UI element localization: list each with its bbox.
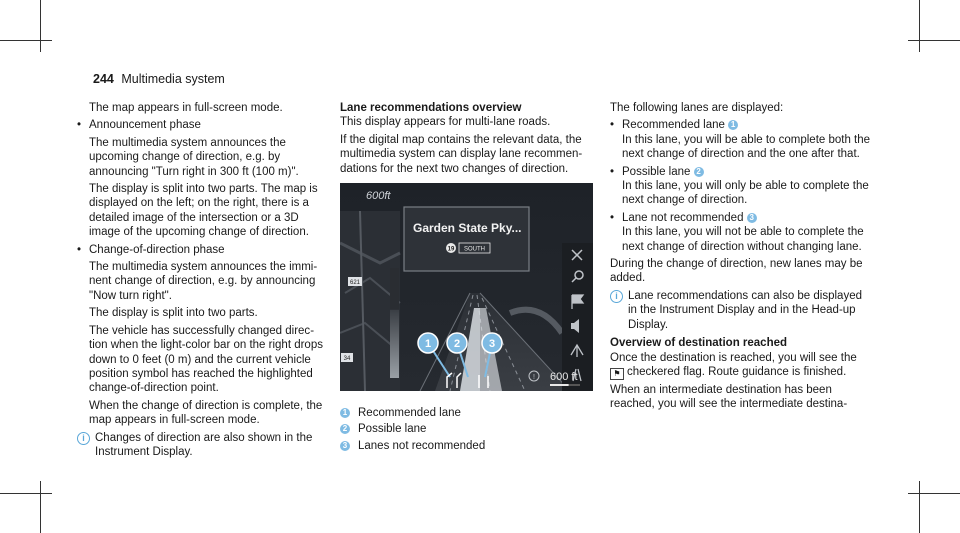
text-run: checkered flag. Route guidance is finished.	[627, 365, 847, 378]
note	[77, 431, 325, 460]
paragraph: In this lane, you will not be able to complete the next change of direction without changing lane.	[622, 226, 864, 253]
paragraph: If the digital map contains the relevant data, the multimedia system can display lane recommendations for the next two changes of direction.	[340, 133, 583, 175]
svg-text:1: 1	[424, 338, 432, 350]
crop-mark	[919, 0, 920, 52]
crop-mark	[908, 40, 960, 41]
side-menu	[562, 243, 593, 391]
paragraph: During the change of direction, new lanes may be added.	[610, 258, 863, 285]
section-heading: Overview of destination reached	[610, 337, 788, 350]
page-header	[93, 72, 225, 86]
route-direction: SOUTH	[464, 246, 485, 253]
paragraph: The display is split into two parts.	[89, 307, 258, 320]
map-label: 34	[343, 356, 351, 362]
legend-text: Recommended lane	[358, 407, 461, 419]
bullet-item: • Announcement phase	[77, 118, 325, 132]
callout-number: 3	[747, 213, 757, 223]
paragraph: The following lanes are displayed:	[610, 102, 784, 114]
section-title: Multimedia system	[121, 72, 225, 86]
info-icon: i	[77, 432, 90, 445]
legend-item	[340, 406, 596, 420]
legend-text: Lanes not recommended	[358, 439, 486, 452]
checkered-flag-icon: ⚑	[610, 368, 624, 380]
distance-bar-fill	[390, 310, 399, 378]
text-run: Once the destination is reached, you will see the	[610, 351, 857, 364]
paragraph: This display appears for multi-lane roads.	[340, 116, 551, 129]
paragraph: The multimedia system announces the upcoming change of direction, e.g. by announcing "Turn right in 300 ft (100 m)".	[89, 136, 299, 178]
distance-bottom: 600 ft	[550, 371, 578, 383]
paragraph: When the change of direction is complete, the map appears in full-screen mode.	[89, 399, 323, 427]
legend-number: 3	[340, 441, 350, 451]
crop-mark	[908, 493, 960, 494]
bullet-item	[610, 165, 872, 179]
svg-text:!: !	[533, 374, 535, 381]
left-column	[77, 101, 325, 462]
info-icon: i	[610, 290, 623, 303]
page-number: 244	[93, 72, 114, 86]
road-sign-panel	[404, 207, 529, 271]
paragraph: When an intermediate destination has been reached, you will see the intermediate destina-	[610, 383, 848, 411]
route-number: 19	[447, 246, 455, 253]
right-column	[610, 101, 872, 415]
bullet-item: • Change-of-direction phase	[77, 243, 325, 257]
legend-number: 2	[340, 424, 350, 434]
paragraph: In this lane, you will be able to complete both the next change of direction and the one after that.	[622, 133, 871, 161]
bullet-title: Possible lane	[622, 165, 691, 178]
road-name: Garden State Pky...	[413, 221, 522, 235]
bullet-title: Lane not recommended	[622, 211, 744, 224]
crop-mark	[919, 481, 920, 533]
crop-mark	[0, 40, 52, 41]
note	[610, 289, 872, 332]
paragraph: The multimedia system announces the imminent change of direction, e.g. by announcing "Now turn right".	[89, 261, 318, 302]
bullet-item	[610, 118, 872, 132]
paragraph: The map appears in full-screen mode.	[89, 102, 283, 114]
bullet-item	[610, 211, 872, 225]
crop-mark	[0, 493, 52, 494]
paragraph: The display is split into two parts. The map is displayed on the left; on the right, there is a detailed image of the intersection or a 3D image of the upcoming change of direction.	[89, 183, 318, 239]
callout-number: 1	[728, 120, 738, 130]
callout-number: 2	[694, 167, 704, 177]
svg-text:2: 2	[453, 338, 461, 350]
middle-column	[340, 101, 596, 179]
note-text: Lane recommendations can also be displayed in the Instrument Display and in the Head-up Display.	[628, 289, 862, 331]
legend-text: Possible lane	[358, 423, 427, 436]
paragraph: The vehicle has successfully changed direction when the light-color bar on the right drops down to 0 feet (0 m) and the current vehicle position symbol has reached the highlighted change-of-direction point.	[89, 324, 323, 395]
legend-item	[340, 422, 596, 436]
map-label: 621	[349, 280, 361, 286]
screenshot-legend	[340, 406, 596, 455]
crop-mark	[40, 0, 41, 52]
legend-number: 1	[340, 408, 350, 418]
crop-mark	[40, 481, 41, 533]
legend-item	[340, 439, 596, 453]
paragraph	[610, 351, 872, 380]
bullet-title: Recommended lane	[622, 119, 725, 132]
note-text: Changes of direction are also shown in the Instrument Display.	[95, 431, 313, 458]
svg-text:3: 3	[488, 338, 496, 350]
section-heading: Lane recommendations overview	[340, 102, 522, 114]
distance-top: 600ft	[366, 190, 391, 202]
lane-recommendation-screenshot	[340, 183, 593, 391]
paragraph: In this lane, you will only be able to complete the next change of direction.	[622, 180, 869, 207]
